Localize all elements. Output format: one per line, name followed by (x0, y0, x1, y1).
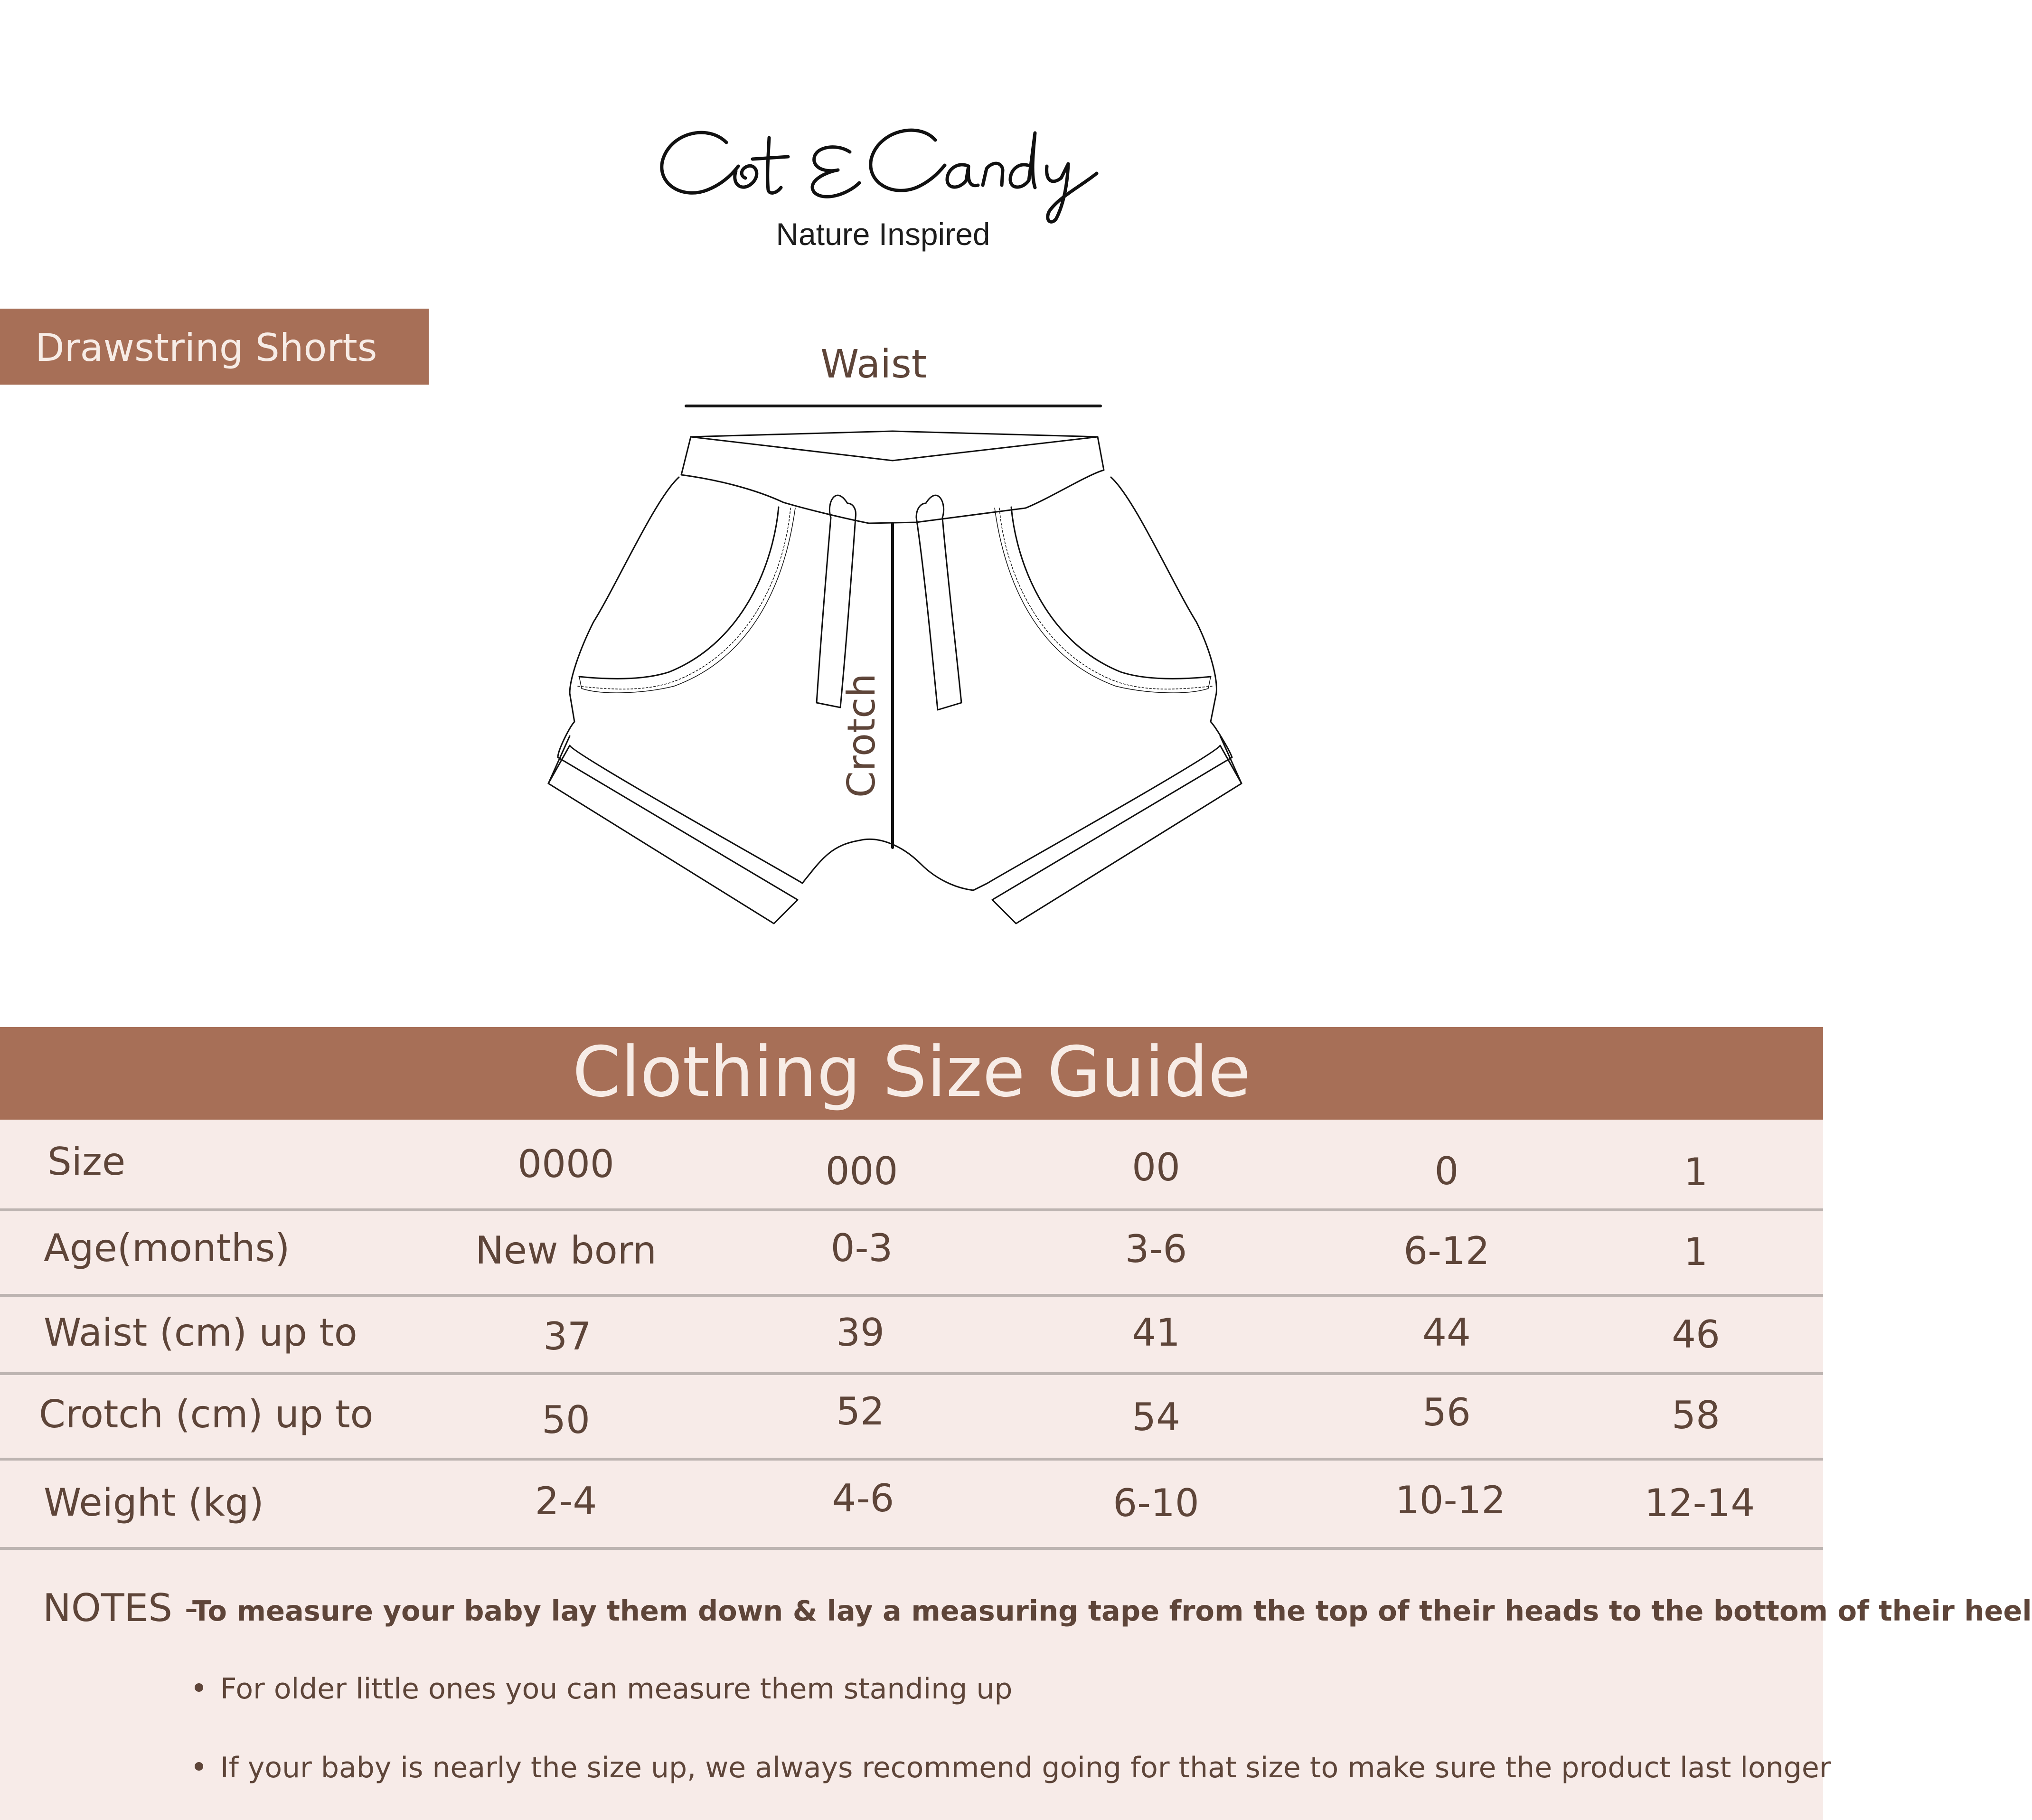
brand-tagline: Nature Inspired (776, 217, 990, 252)
size-table-panel (0, 1120, 1823, 1820)
bullet-dot-icon (195, 1683, 203, 1692)
table-cell: 46 (1672, 1312, 1720, 1357)
notes-bullet-text: For older little ones you can measure them standing up (220, 1672, 1013, 1706)
shorts-diagram (499, 328, 1325, 940)
waistband (681, 431, 1104, 523)
right-leg-outline (992, 477, 1242, 924)
bullet-dot-icon (195, 1762, 203, 1771)
row-label: Crotch (cm) up to (39, 1392, 374, 1436)
notes-bullet (195, 1672, 1013, 1706)
table-cell: 0-3 (830, 1226, 893, 1270)
table-cell: 41 (1132, 1311, 1180, 1355)
table-cell: 3-6 (1125, 1227, 1187, 1271)
waist-label: Waist (820, 342, 927, 387)
size-guide-header (0, 1027, 1823, 1120)
left-leg-outline (548, 477, 798, 924)
table-cell: 12-14 (1644, 1481, 1755, 1525)
drawstring-right (916, 495, 961, 710)
row-divider (0, 1547, 1823, 1550)
row-label: Waist (cm) up to (44, 1311, 357, 1355)
product-name: Drawstring Shorts (35, 326, 377, 370)
table-cell: 39 (836, 1311, 884, 1355)
table-cell: 4-6 (832, 1476, 894, 1520)
table-cell: 00 (1132, 1145, 1180, 1189)
table-cell: 54 (1132, 1395, 1180, 1439)
row-divider (0, 1372, 1823, 1375)
row-divider (0, 1294, 1823, 1297)
product-tab (0, 309, 429, 385)
table-cell: 1 (1684, 1230, 1708, 1274)
table-cell: 000 (825, 1149, 898, 1193)
brand-logo (655, 114, 1111, 223)
size-guide-title: Clothing Size Guide (572, 1032, 1251, 1113)
table-cell: 2-4 (535, 1479, 597, 1523)
notes-prefix: NOTES - (43, 1586, 198, 1630)
row-label: Age(months) (44, 1226, 290, 1270)
table-cell: 6-10 (1113, 1481, 1199, 1525)
notes-main-text: To measure your baby lay them down & lay a measuring tape from the top of their heads to the bottom of their heel (192, 1594, 2032, 1627)
row-divider (0, 1208, 1823, 1211)
table-cell: 52 (836, 1389, 884, 1433)
table-cell: 6-12 (1403, 1229, 1490, 1273)
notes-bullet-text: If your baby is nearly the size up, we always recommend going for that size to make sure the product last longer (220, 1751, 1831, 1784)
table-cell: 44 (1422, 1311, 1471, 1355)
table-cell: 1 (1684, 1150, 1708, 1194)
table-cell: 58 (1672, 1393, 1720, 1437)
table-cell: 56 (1422, 1390, 1471, 1434)
row-divider (0, 1458, 1823, 1461)
table-cell: 50 (542, 1398, 590, 1442)
table-cell: 37 (543, 1314, 592, 1358)
table-cell: 10-12 (1395, 1478, 1506, 1522)
table-cell: 0 (1434, 1149, 1459, 1193)
table-cell: 0000 (517, 1142, 614, 1186)
table-cell: New born (475, 1228, 657, 1273)
notes-bullet (195, 1751, 1831, 1784)
row-label: Size (47, 1140, 126, 1184)
crotch-label: Crotch (839, 673, 884, 798)
row-label: Weight (kg) (44, 1481, 264, 1525)
